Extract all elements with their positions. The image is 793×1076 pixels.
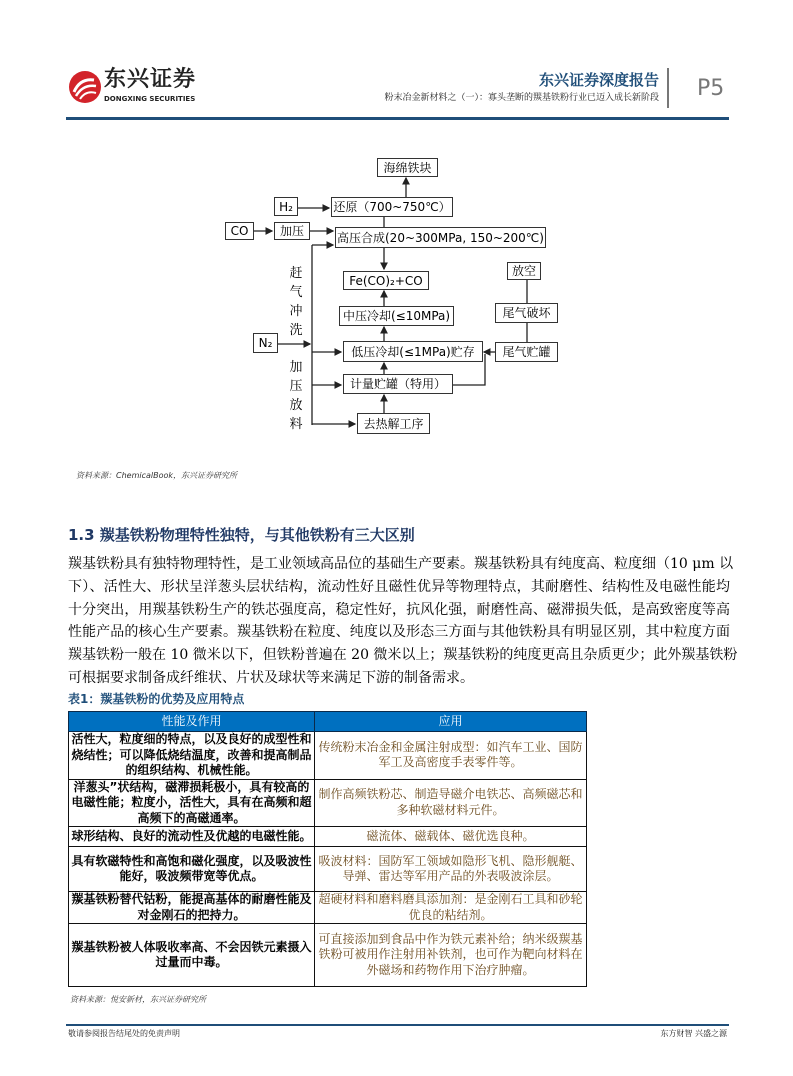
label-purge: 赶气冲洗 <box>289 266 303 338</box>
report-title: 东兴证券深度报告 <box>538 71 659 89</box>
table-cell: 可直接添加到食品中作为铁元素补给；纳米级羰基铁粉可被用作注射用补铁剂，也可作为靶向材料在外磁场和药物作用下治疗肿瘤。 <box>315 924 587 987</box>
paragraph-line: 羰基铁粉一般在 10 微米以下，但铁粉普遍在 20 微米以上；羰基铁粉的纯度更高且杂质更少；此外羰基铁粉 <box>68 647 738 664</box>
table-cell: 传统粉末冶金和金属注射成型：如汽车工业、国防军工及高密度手表零件等。 <box>315 732 587 780</box>
table-cell: 吸波材料：国防军工领域如隐形飞机、隐形舰艇、导弹、雷达等军用产品的外表吸波涂层。 <box>315 847 587 892</box>
table-cell: 磁流体、磁载体、磁优选良种。 <box>315 827 587 847</box>
paragraph-line: 性能产品的核心生产要素。羰基铁粉在粒度、纯度以及形态三方面与其他铁粉具有明显区别，其中粒度方面 <box>68 624 730 641</box>
report-subtitle: 粉末冶金新材料之（一）：寡头垄断的羰基铁粉行业已迈入成长新阶段 <box>384 93 659 103</box>
box-mid-cooling: 中压冷却(≤10MPa) <box>339 306 454 326</box>
table-header-row <box>69 712 587 732</box>
box-low-cooling: 低压冷却(≤1MPa)贮存 <box>343 341 483 362</box>
advantages-table <box>68 711 587 987</box>
diagram-source: 资料来源：ChemicalBook，东兴证券研究所 <box>76 471 238 480</box>
table-cell: 制作高频铁粉芯、制造导磁介电铁芯、高频磁芯和多种软磁材料元件。 <box>315 779 587 827</box>
box-tail-tank: 尾气贮罐 <box>495 342 558 362</box>
table-source: 资料来源：悦安新材，东兴证券研究所 <box>70 995 206 1004</box>
box-pyrolysis: 去热解工序 <box>357 413 430 434</box>
box-n2: N₂ <box>253 333 278 353</box>
paragraph-line: 可根据要求制备成纤维状、片状及球状等来满足下游的制备需求。 <box>68 669 474 686</box>
logo-text-cn: 东兴证券 <box>104 67 197 92</box>
section-heading: 1.3 羰基铁粉物理特性独特，与其他铁粉有三大区别 <box>68 526 415 544</box>
table-cell: 具有软磁特性和高饱和磁化强度，以及吸波性能好，吸波频带宽等优点。 <box>69 847 315 892</box>
paragraph-line: 十分突出，用羰基铁粉生产的铁芯强度高，稳定性好，抗风化强，耐磨性高、磁滞损失低，是高致密度等高 <box>68 601 730 618</box>
box-tail-destroy: 尾气破坏 <box>495 303 558 323</box>
table-row <box>69 779 587 827</box>
table-cell: 洋葱头”状结构，磁滞损耗极小，具有较高的电磁性能；粒度小，活性大，具有在高频和超高频下的高磁通率。 <box>69 779 315 827</box>
footer-slogan: 东方财智 兴盛之源 <box>660 1029 727 1038</box>
table-row <box>69 732 587 780</box>
table-cell: 超硬材料和磨料磨具添加剂：是金刚石工具和砂轮优良的粘结剂。 <box>315 892 587 924</box>
table-cell: 活性大，粒度细的特点，以及良好的成型性和烧结性；可以降低烧结温度，改善和提高制品的组织结构、机械性能。 <box>69 732 315 780</box>
section-paragraph <box>68 553 738 690</box>
box-metering-tank: 计量贮罐（特用） <box>343 374 453 394</box>
box-h2: H₂ <box>274 197 298 216</box>
table-block <box>68 692 587 1005</box>
table-cell: 羰基铁粉被人体吸收率高、不会因铁元素摄入过量而中毒。 <box>69 924 315 987</box>
box-vent: 放空 <box>507 262 541 280</box>
box-pressurize: 加压 <box>274 222 310 240</box>
page-number: P5 <box>697 76 725 101</box>
label-discharge: 加压放料 <box>289 360 303 432</box>
footer-rule <box>66 1024 729 1026</box>
table-row <box>69 827 587 847</box>
table-cell: 羰基铁粉替代钴粉，能提高基体的耐磨性能及对金刚石的把持力。 <box>69 892 315 924</box>
table-row <box>69 847 587 892</box>
logo-text-en: DONGXING SECURITIES <box>104 95 196 103</box>
table-title: 表1：羰基铁粉的优势及应用特点 <box>68 692 245 706</box>
box-reduction: 还原（700~750℃） <box>331 197 453 217</box>
paragraph-line: 下）、活性大、形状呈洋葱头层状结构，流动性好且磁性优异等物理特点，其耐磨性、结构性及电磁性能均 <box>68 578 730 595</box>
table-row <box>69 924 587 987</box>
box-sponge-iron: 海绵铁块 <box>377 158 438 177</box>
table-row <box>69 892 587 924</box>
footer-disclaimer: 敬请参阅报告结尾处的免责声明 <box>68 1029 180 1038</box>
column-header: 性能及作用 <box>69 712 315 732</box>
paragraph-line: 羰基铁粉具有独特物理特性，是工业领域高品位的基础生产要素。羰基铁粉具有纯度高、粒度细（10 μm 以 <box>68 556 734 572</box>
box-co: CO <box>225 222 254 240</box>
box-product: Fe(CO)₂+CO <box>343 271 429 290</box>
table-cell: 球形结构、良好的流动性及优越的电磁性能。 <box>69 827 315 847</box>
box-synthesis: 高压合成(20~300MPa, 150~200℃) <box>335 227 546 248</box>
column-header: 应用 <box>315 712 587 732</box>
